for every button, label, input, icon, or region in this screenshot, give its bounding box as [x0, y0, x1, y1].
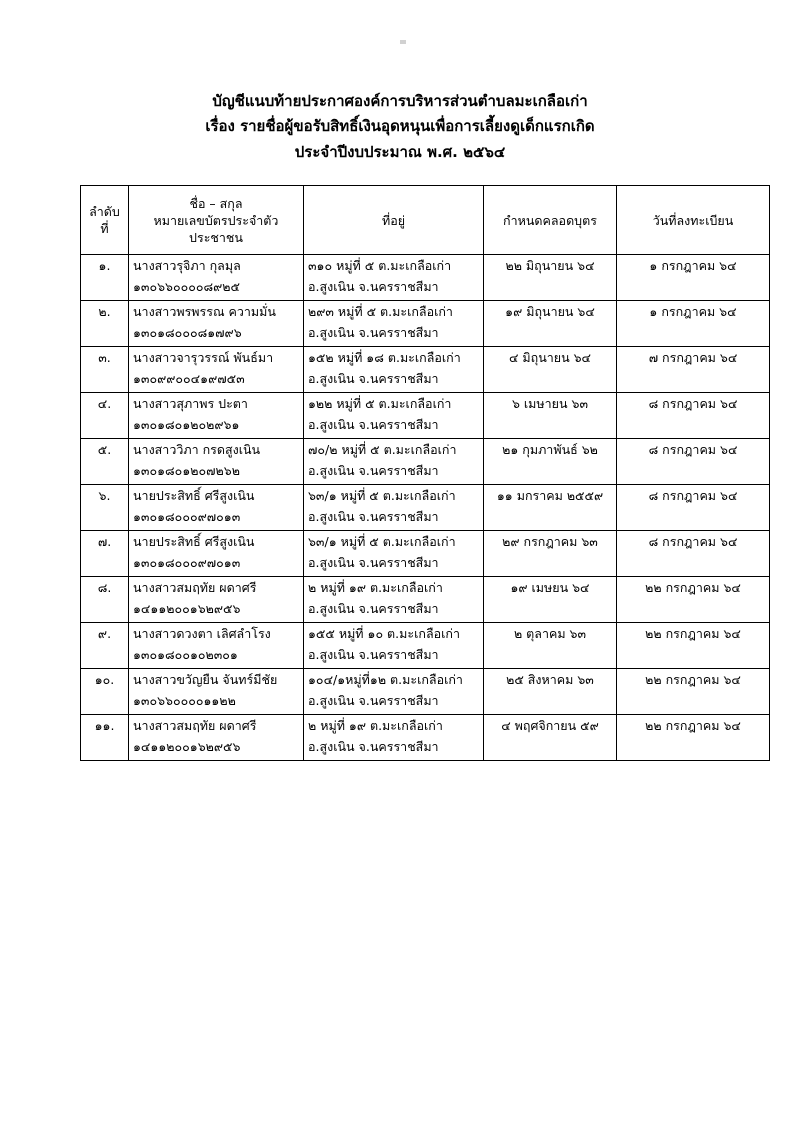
table-row	[81, 255, 770, 301]
cell-no: ๖.	[81, 485, 129, 531]
cell-registered-date: ๘ กรกฎาคม ๖๔	[617, 485, 770, 531]
header-due-date: กำหนดคลอดบุตร	[484, 186, 617, 255]
cell-due-date: ๑๑ มกราคม ๒๕๕๙	[484, 485, 617, 531]
cell-address	[304, 669, 484, 715]
title-line-1: บัญชีแนบท้ายประกาศองค์การบริหารส่วนตำบลมะเกลือเก่า	[212, 92, 588, 110]
table-header-row	[81, 186, 770, 255]
cell-due-date: ๒ ตุลาคม ๖๓	[484, 623, 617, 669]
address-line-2: อ.สูงเนิน จ.นครราชสีมา	[308, 693, 439, 708]
citizen-id: ๑๓๐๑๘๐๐๐๙๗๐๑๓	[133, 509, 241, 524]
title-line-3: ประจำปีงบประมาณ พ.ศ. ๒๕๖๔	[294, 143, 506, 161]
cell-no: ๓.	[81, 347, 129, 393]
table-row	[81, 485, 770, 531]
address-line-2: อ.สูงเนิน จ.นครราชสีมา	[308, 325, 439, 340]
table-row	[81, 301, 770, 347]
cell-address	[304, 255, 484, 301]
cell-registered-date: ๘ กรกฎาคม ๖๔	[617, 439, 770, 485]
cell-no: ๕.	[81, 439, 129, 485]
cell-name	[129, 531, 304, 577]
cell-name	[129, 623, 304, 669]
address-line-2: อ.สูงเนิน จ.นครราชสีมา	[308, 279, 439, 294]
header-no: ลำดับ ที่	[81, 186, 129, 255]
cell-no: ๑.	[81, 255, 129, 301]
cell-name	[129, 255, 304, 301]
cell-due-date: ๖ เมษายน ๖๓	[484, 393, 617, 439]
cell-registered-date: ๒๒ กรกฎาคม ๖๔	[617, 577, 770, 623]
cell-due-date: ๑๙ มิถุนายน ๖๔	[484, 301, 617, 347]
table-body	[81, 255, 770, 761]
person-name: นางสาววิภา กรดสูงเนิน	[133, 442, 261, 457]
cell-name	[129, 347, 304, 393]
cell-address	[304, 531, 484, 577]
cell-no: ๙.	[81, 623, 129, 669]
cell-name	[129, 577, 304, 623]
cell-address	[304, 577, 484, 623]
header-registered-date: วันที่ลงทะเบียน	[617, 186, 770, 255]
cell-name	[129, 485, 304, 531]
cell-registered-date: ๒๒ กรกฎาคม ๖๔	[617, 669, 770, 715]
person-name: นางสาวพรพรรณ ความมั่น	[133, 304, 276, 319]
address-line-1: ๒ หมู่ที่ ๑๙ ต.มะเกลือเก่า	[308, 580, 443, 595]
address-line-2: อ.สูงเนิน จ.นครราชสีมา	[308, 371, 439, 386]
person-name: นางสาวสมฤทัย ผดาศรี	[133, 718, 257, 733]
cell-address	[304, 715, 484, 761]
table-row	[81, 393, 770, 439]
cell-registered-date: ๗ กรกฎาคม ๖๔	[617, 347, 770, 393]
person-name: นายประสิทธิ์ ศรีสูงเนิน	[133, 488, 255, 503]
address-line-2: อ.สูงเนิน จ.นครราชสีมา	[308, 601, 439, 616]
citizen-id: ๑๓๐๑๘๐๐๑๐๒๓๐๑	[133, 647, 238, 662]
address-line-1: ๑๕๕ หมู่ที่ ๑๐ ต.มะเกลือเก่า	[308, 626, 460, 641]
table-row	[81, 531, 770, 577]
cell-registered-date: ๘ กรกฎาคม ๖๔	[617, 393, 770, 439]
address-line-1: ๖๓/๑ หมู่ที่ ๕ ต.มะเกลือเก่า	[308, 488, 456, 503]
cell-due-date: ๔ พฤศจิกายน ๕๙	[484, 715, 617, 761]
person-name: นางสาวขวัญยืน จันทร์มีชัย	[133, 672, 278, 687]
address-line-1: ๑๕๒ หมู่ที่ ๑๘ ต.มะเกลือเก่า	[308, 350, 461, 365]
cell-registered-date: ๒๒ กรกฎาคม ๖๔	[617, 715, 770, 761]
person-name: นางสาวดวงตา เลิศลำโรง	[133, 626, 271, 641]
cell-address	[304, 393, 484, 439]
cell-registered-date: ๑ กรกฎาคม ๖๔	[617, 255, 770, 301]
citizen-id: ๑๔๑๑๒๐๐๑๖๒๙๕๖	[133, 739, 241, 754]
header-address: ที่อยู่	[304, 186, 484, 255]
address-line-1: ๓๑๐ หมู่ที่ ๕ ต.มะเกลือเก่า	[308, 258, 452, 273]
scan-mark	[400, 40, 406, 44]
person-name: นางสาวจารุวรรณ์ พันธ์มา	[133, 350, 274, 365]
address-line-2: อ.สูงเนิน จ.นครราชสีมา	[308, 555, 439, 570]
cell-no: ๑๑.	[81, 715, 129, 761]
table-row	[81, 623, 770, 669]
citizen-id: ๑๓๐๑๘๐๐๐๘๑๗๙๖	[133, 325, 242, 340]
cell-registered-date: ๒๒ กรกฎาคม ๖๔	[617, 623, 770, 669]
cell-name	[129, 715, 304, 761]
cell-no: ๑๐.	[81, 669, 129, 715]
cell-name	[129, 393, 304, 439]
cell-due-date: ๒๑ กุมภาพันธ์ ๖๒	[484, 439, 617, 485]
cell-address	[304, 485, 484, 531]
citizen-id: ๑๔๑๑๒๐๐๑๖๒๙๕๖	[133, 601, 241, 616]
citizen-id: ๑๓๐๑๘๐๐๐๙๗๐๑๓	[133, 555, 241, 570]
cell-address	[304, 623, 484, 669]
citizen-id: ๑๓๐๖๖๐๐๐๐๘๙๒๕	[133, 279, 240, 294]
cell-no: ๒.	[81, 301, 129, 347]
address-line-2: อ.สูงเนิน จ.นครราชสีมา	[308, 417, 439, 432]
cell-address	[304, 439, 484, 485]
cell-due-date: ๒๙ กรกฎาคม ๖๓	[484, 531, 617, 577]
cell-name	[129, 439, 304, 485]
cell-due-date: ๒๕ สิงหาคม ๖๓	[484, 669, 617, 715]
person-name: นางสาวรุจิภา กุลมุล	[133, 258, 241, 273]
address-line-1: ๒๙๓ หมู่ที่ ๕ ต.มะเกลือเก่า	[308, 304, 453, 319]
title-line-2: เรื่อง รายชื่อผู้ขอรับสิทธิ์เงินอุดหนุนเพื่อการเลี้ยงดูเด็กแรกเกิด	[205, 117, 595, 135]
cell-due-date: ๔ มิถุนายน ๖๔	[484, 347, 617, 393]
citizen-id: ๑๓๐๑๘๐๑๒๐๗๒๖๒	[133, 463, 240, 478]
header-name: ชื่อ – สกุล หมายเลขบัตรประจำตัว ประชาชน	[129, 186, 304, 255]
table-row	[81, 577, 770, 623]
address-line-1: ๑๒๒ หมู่ที่ ๕ ต.มะเกลือเก่า	[308, 396, 452, 411]
table-row	[81, 669, 770, 715]
cell-name	[129, 669, 304, 715]
citizen-id: ๑๓๐๙๙๐๐๔๑๙๗๕๓	[133, 371, 245, 386]
address-line-1: ๒ หมู่ที่ ๑๙ ต.มะเกลือเก่า	[308, 718, 443, 733]
cell-no: ๔.	[81, 393, 129, 439]
table-row	[81, 347, 770, 393]
registrant-table	[80, 185, 770, 761]
table-row	[81, 439, 770, 485]
cell-no: ๘.	[81, 577, 129, 623]
address-line-2: อ.สูงเนิน จ.นครราชสีมา	[308, 509, 439, 524]
address-line-2: อ.สูงเนิน จ.นครราชสีมา	[308, 739, 439, 754]
citizen-id: ๑๓๐๑๘๐๑๒๐๒๙๖๑	[133, 417, 240, 432]
person-name: นางสาวสมฤทัย ผดาศรี	[133, 580, 257, 595]
table-row	[81, 715, 770, 761]
cell-due-date: ๒๒ มิถุนายน ๖๔	[484, 255, 617, 301]
address-line-1: ๑๐๔/๑หมู่ที่๑๒ ต.มะเกลือเก่า	[308, 672, 463, 687]
cell-name	[129, 301, 304, 347]
cell-address	[304, 301, 484, 347]
cell-no: ๗.	[81, 531, 129, 577]
address-line-2: อ.สูงเนิน จ.นครราชสีมา	[308, 463, 439, 478]
address-line-1: ๖๓/๑ หมู่ที่ ๕ ต.มะเกลือเก่า	[308, 534, 456, 549]
person-name: นางสาวสุภาพร ปะตา	[133, 396, 248, 411]
cell-due-date: ๑๙ เมษยน ๖๔	[484, 577, 617, 623]
cell-address	[304, 347, 484, 393]
cell-registered-date: ๘ กรกฎาคม ๖๔	[617, 531, 770, 577]
address-line-1: ๗๐/๒ หมู่ที่ ๕ ต.มะเกลือเก่า	[308, 442, 457, 457]
cell-registered-date: ๑ กรกฎาคม ๖๔	[617, 301, 770, 347]
address-line-2: อ.สูงเนิน จ.นครราชสีมา	[308, 647, 439, 662]
citizen-id: ๑๓๐๖๖๐๐๐๐๑๑๒๒	[133, 693, 236, 708]
person-name: นายประสิทธิ์ ศรีสูงเนิน	[133, 534, 255, 549]
